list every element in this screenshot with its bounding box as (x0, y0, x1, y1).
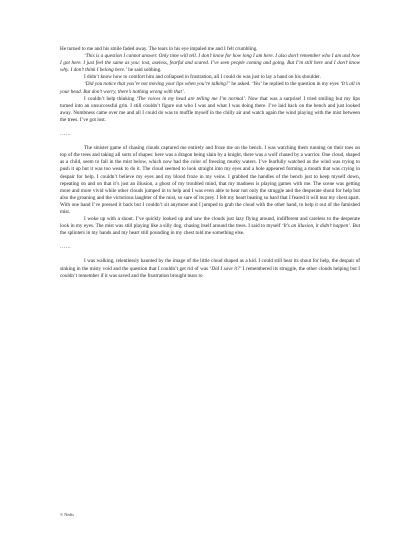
section-separator: …… (60, 131, 72, 138)
text-run: he replied to the question in my eyes (261, 81, 341, 88)
paragraph (60, 145, 360, 216)
text-run: . (183, 88, 185, 95)
italic-text-run: ‘This is a question I cannot answer. Only time will tell. I don’t know for how long I am here. I also don’t remember who I am and how I got here. I just feel the same as you: lost, aseless, fearful and scared. I’ve seen people coming and going. But I’m still here and I don’t know why. I don’t think I belong here.’ (60, 53, 360, 74)
text-run: . Now that was a surprise! I tried smiling but my lips turned into an unsuccessful grin. I still couldn’t figure out who I was and what I was doing there. I’ve laid back on the bench and just looked away. Numbness came over me and all I could do was to muffle myself in the chilly air and watch again the wind playing with the mist between the trees. I’ve got lost. (60, 95, 360, 123)
text-run: I didn’t know how to comfort him and collapsed in frustration, all I could do was just to lay a hand on his shoulder. (84, 74, 321, 81)
text-run: I was walking, relentlessly haunted by the image of the little cloud shaped as a kid. I could still hear its shout for help, the despair of sinking in the misty void and the question that I couldn’t get rid of was (60, 258, 360, 272)
italic-text-run: ‘Did I save it?’ (209, 265, 242, 272)
section-separator: …… (60, 244, 72, 251)
text-run: The sinister game of chasing clouds captured me entirely and froze me on the bench. I was watching them running on their toes on top of the trees and taking all sorts of shapes: here was a dragon being slain by a knight, there was a wolf chased by a warrior. One cloud, shaped as a child, seem to fall in the mist below, which now had the color of freezing murky waters. I’ve fearfully watched as the wind was trying to push it up but it was too weak to do it. The cloud seemed to look straight into my eyes and a hole appeared forming a mouth that was crying in despair for help. I couldn’t believe my eyes and my blood froze in my veins. I grabbed the handles of the bench just to keep myself down, repeating on and on that it’s just an illusion, a ghost of my troubled mind, that my madness is playing games with me. The scene was getting more and more vivid while other clouds jumped in to help and I was even able to hear not only the struggle and the desperate shout for help but also the groaning and the victorious laughter of the mist, so sure of its prey. I felt my heart beating so hard that I feared it will tear my chest apart. With one hand I’ve pressed it back but I couldn’t sit anymore and I jumped to grab the cloud with the other hand, to help it out of the famished mist. (60, 145, 360, 215)
paragraph (60, 53, 360, 74)
paragraph (60, 216, 360, 237)
text-run: . But the splinters in my hands and my heart still pounding in my chest told me something else. (60, 223, 361, 237)
paragraph (60, 81, 360, 95)
italic-text-run: ‘Did you notice that you’re not moving your lips when you’re talking?’ (84, 81, 231, 88)
paragraph (60, 96, 360, 124)
text-run: he asked. (230, 81, 252, 88)
paragraph (60, 258, 360, 279)
text-run: He turned to me and his smile faded away. The tears in his eye impaled me and I felt crumbling. (60, 46, 258, 52)
italic-text-run: ‘The voices in my head are telling me I’m normal’ (136, 95, 245, 102)
text-run: he said sobbing. (126, 67, 162, 74)
text-run: I couldn’t help thinking (84, 95, 137, 102)
copyright-footer: © Nedis (60, 512, 74, 517)
text-run: I remembered its struggle, the other clouds helping but I couldn’t remember if it was saved and the frustration brought tears to (60, 265, 361, 279)
italic-text-run: ‘It’s an illusion, it didn’t happen’ (281, 223, 350, 230)
italic-text-run: ‘It’s all in your head. But don’t worry, there’s nothing wrong with that’ (60, 81, 361, 95)
italic-text-run: ‘Yes’ (251, 81, 262, 88)
body-text (60, 46, 360, 280)
text-run: I woke up with a shout. I’ve quickly looked up and saw the clouds just lazy flying around, indifferent and careless to the desperate look in my eyes. The mist was still playing like a silly dog, chasing itself around the trees. I said to myself (60, 216, 360, 230)
